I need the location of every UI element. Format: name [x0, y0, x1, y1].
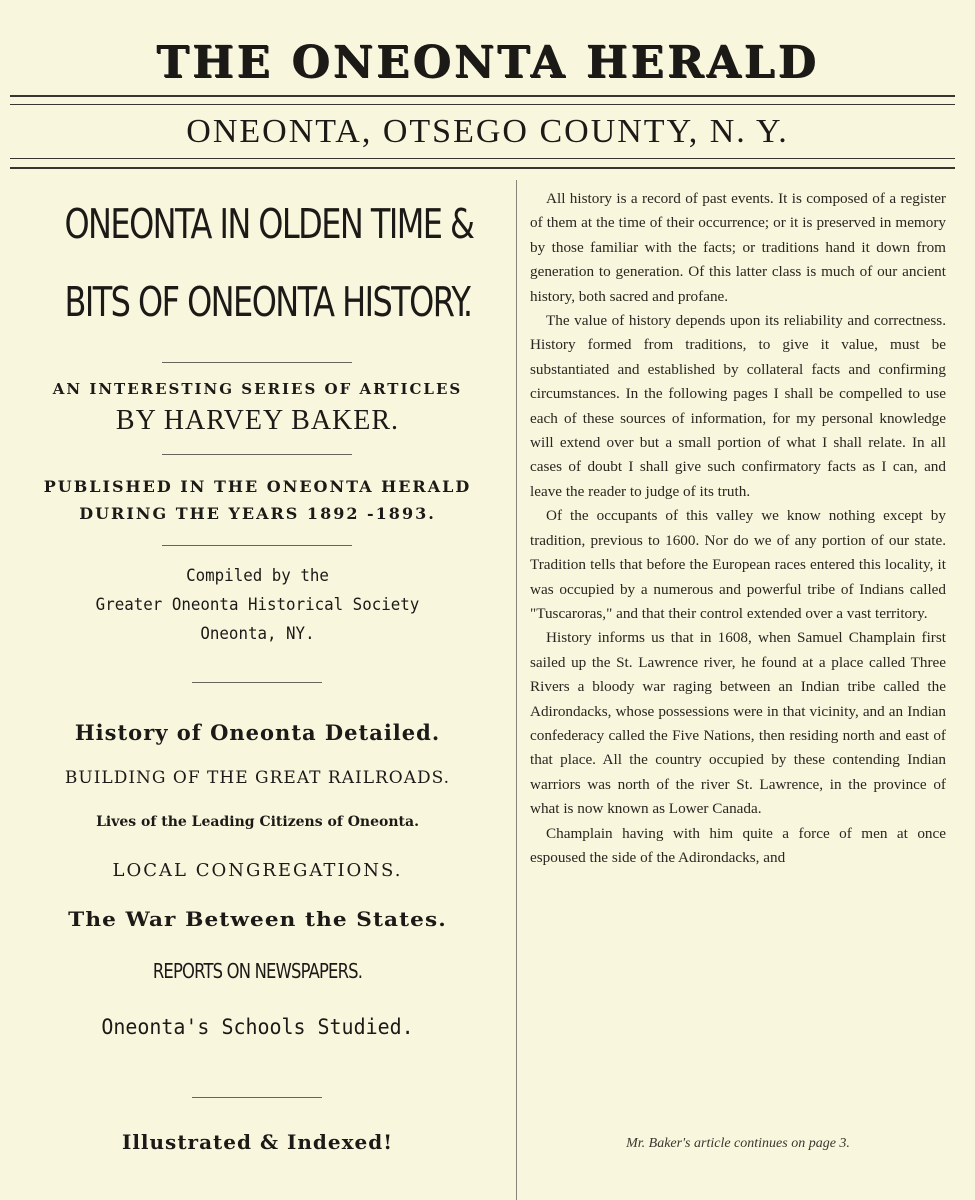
continuation-note: Mr. Baker's article continues on page 3. [626, 1136, 850, 1151]
topic-line: History of Oneonta Detailed. [74, 720, 441, 745]
section-divider [162, 545, 352, 546]
newspaper-title: THE ONEONTA HERALD [156, 37, 819, 88]
series-line: AN INTERESTING SERIES OF ARTICLES [52, 380, 463, 398]
article-paragraph: Champlain having with him quite a force of men at once espoused the side of the Adirondacks, and [530, 824, 946, 866]
headline-line: ONEONTA IN OLDEN TIME & [64, 200, 474, 248]
topic-line: LOCAL CONGREGATIONS. [112, 860, 403, 881]
masthead-rule [10, 104, 955, 105]
masthead-rule [10, 158, 955, 159]
article-paragraph: All history is a record of past events. It is composed of a register of them at the time of their occurrence; or it is preserved in memory by those familiar with the facts; or traditions hand it down from generation to generation. Of this latter class is much of our ancient history, both sacred and profane. [530, 190, 946, 305]
topic-line: Illustrated & Indexed! [121, 1130, 394, 1154]
topic-line: Lives of the Leading Citizens of Oneonta. [96, 814, 419, 830]
compiled-by-line: Greater Oneonta Historical Society [95, 595, 420, 615]
article-paragraph: History informs us that in 1608, when Samuel Champlain first sailed up the St. Lawrence river, he found at a place called Three Rivers a bloody war raging between an Indian tribe called the Adirondacks, whose possessions were in that vicinity, and an Indian confederacy called the Five Nations, then residing north and east of that place. All the country occupied by these contending Indian warriors was north of the river St. Lawrence, in the province of what is now known as Lower Canada. [530, 629, 946, 818]
author-line: BY HARVEY BAKER. [115, 405, 400, 436]
newspaper-location: ONEONTA, OTSEGO COUNTY, N. Y. [186, 113, 789, 150]
article-paragraph: The value of history depends upon its reliability and correctness. History formed from traditions, to give it value, must be substantiated and established by collateral facts and confirming circumstances. In the following pages I shall be compelled to use each of these sources of information, for my personal knowledge will extend over but a small portion of what I shall relate. In all cases of doubt I shall give such confirmatory facts as I can, and leave the reader to judge of its truth. [530, 312, 946, 500]
section-divider [162, 362, 352, 363]
section-divider [162, 454, 352, 455]
masthead-rule [10, 95, 955, 97]
published-line: PUBLISHED IN THE ONEONTA HERALD [43, 477, 472, 496]
topic-line: REPORTS ON NEWSPAPERS. [152, 959, 363, 983]
masthead-rule [10, 167, 955, 169]
article-body [530, 187, 946, 870]
section-divider [192, 682, 322, 683]
published-line: DURING THE YEARS 1892 -1893. [79, 504, 436, 523]
compiled-by-line: Compiled by the [186, 566, 329, 586]
article-paragraph: Of the occupants of this valley we know nothing except by tradition, previous to 1600. Nor do we of any portion of our state. Tradition tells that before the European races entered this locality, it was occupied by a numerous and powerful tribe of Indians called "Tuscaroras," and that their control extended over a vast territory. [530, 507, 946, 622]
topic-line: Oneonta's Schools Studied. [101, 1015, 414, 1039]
topic-line: BUILDING OF THE GREAT RAILROADS. [64, 768, 451, 788]
section-divider [192, 1097, 322, 1098]
compiled-by-line: Oneonta, NY. [200, 624, 315, 644]
topic-line: The War Between the States. [68, 907, 447, 931]
column-divider [516, 180, 517, 1200]
headline-line: BITS OF ONEONTA HISTORY. [64, 278, 472, 326]
masthead [0, 0, 975, 175]
